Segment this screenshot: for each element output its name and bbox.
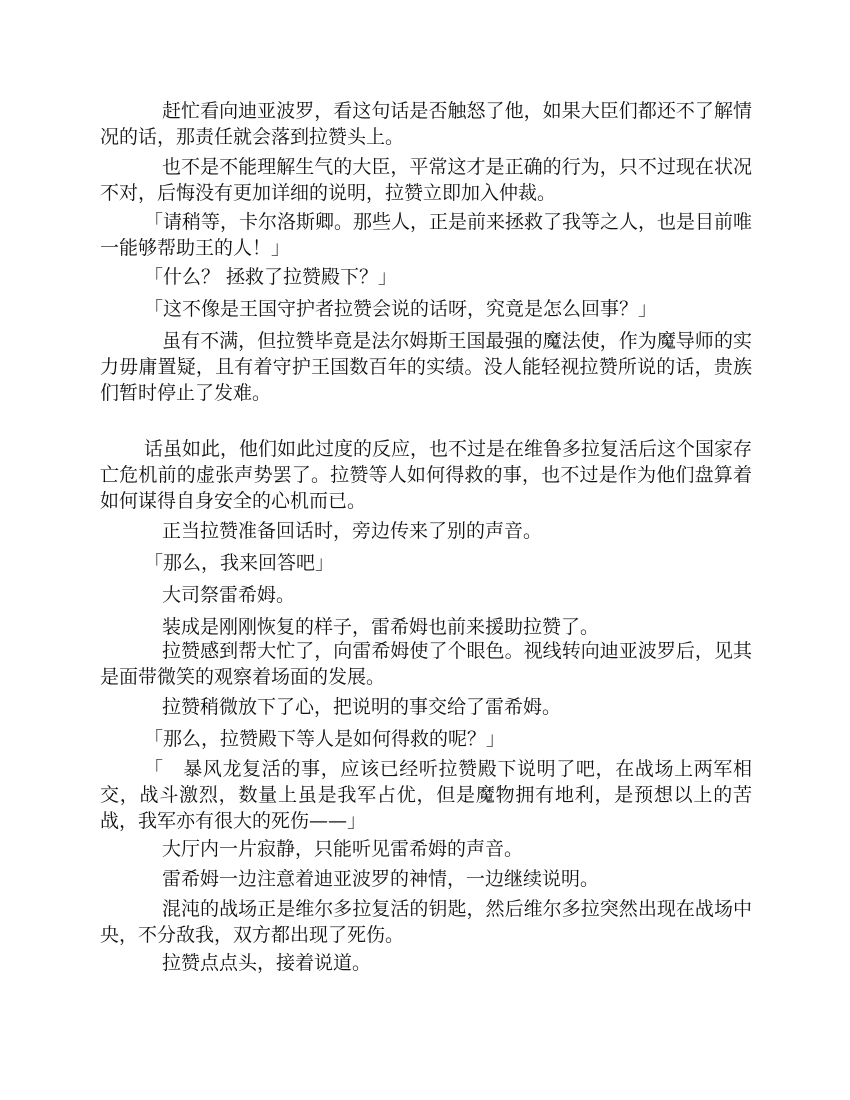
paragraph: 装成是刚刚恢复的样子，雷希姆也前来援助拉赞了。 <box>162 616 600 638</box>
dialogue-paragraph: 「这不像是王国守护者拉赞会说的话呀，究竟是怎么回事？」 <box>144 298 658 320</box>
dialogue-paragraph: 「那么，拉赞殿下等人是如何得救的呢？」 <box>144 728 506 750</box>
paragraph: 拉赞稍微放下了心，把说明的事交给了雷希姆。 <box>162 696 562 718</box>
dialogue-paragraph: 「那么，我来回答吧」 <box>144 552 335 574</box>
paragraph: 也不是不能理解生气的大臣，平常这才是正确的行为，只不过现在状况不对，后悔没有更加详细的说明，拉赞立即加入仲裁。 <box>100 156 752 204</box>
paragraph: 正当拉赞准备回话时，旁边传来了别的声音。 <box>162 520 543 542</box>
paragraph: 赶忙看向迪亚波罗，看这句话是否触怒了他，如果大臣们都还不了解情况的话，那责任就会落到拉赞头上。 <box>100 100 752 148</box>
paragraph: 拉赞感到帮大忙了，向雷希姆使了个眼色。视线转向迪亚波罗后，见其是面带微笑的观察着场面的发展。 <box>100 640 752 688</box>
paragraph: 混沌的战场正是维尔多拉复活的钥匙，然后维尔多拉突然出现在战场中央，不分敌我，双方都出现了死伤。 <box>100 898 752 946</box>
dialogue-paragraph: 「什么？ 拯救了拉赞殿下？」 <box>144 266 398 288</box>
paragraph: 拉赞点点头，接着说道。 <box>162 952 372 974</box>
paragraph: 虽有不满，但拉赞毕竟是法尔姆斯王国最强的魔法使，作为魔导师的实力毋庸置疑，且有着守护王国数百年的实绩。没人能轻视拉赞所说的话，贵族们暂时停止了发难。 <box>100 330 752 404</box>
paragraph: 话虽如此，他们如此过度的反应，也不过是在维鲁多拉复活后这个国家存亡危机前的虚张声势罢了。拉赞等人如何得救的事，也不过是作为他们盘算着如何谋得自身安全的心机而已。 <box>100 438 753 512</box>
dialogue-paragraph: 「 暴风龙复活的事，应该已经听拉赞殿下说明了吧，在战场上两军相交，战斗激烈，数量上虽是我军占优，但是魔物拥有地利，是预想以上的苦战，我军亦有很大的死伤——」 <box>100 758 752 832</box>
paragraph: 大司祭雷希姆。 <box>162 584 296 606</box>
dialogue-paragraph: 「请稍等，卡尔洛斯卿。那些人，正是前来拯救了我等之人，也是目前唯一能够帮助王的人！」 <box>100 211 753 259</box>
paragraph: 雷希姆一边注意着迪亚波罗的神情，一边继续说明。 <box>162 868 600 890</box>
paragraph: 大厅内一片寂静，只能听见雷希姆的声音。 <box>162 838 524 860</box>
